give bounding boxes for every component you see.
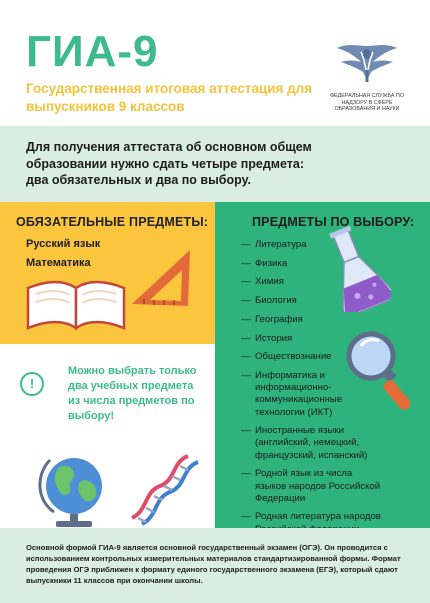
book-icon bbox=[24, 276, 128, 332]
intro-text: Для получения аттестата об основном общем образовании нужно сдать четыре предмета: два обязательных и два по выбору. bbox=[26, 140, 312, 187]
dna-icon bbox=[126, 452, 204, 526]
list-item: — Обществознание bbox=[241, 351, 332, 363]
list-item-label: Иностранные языки (английский, немецкий, французский, испанский) bbox=[255, 425, 368, 461]
list-item: — Информатика и информационно-коммуникационные технологии (ИКТ) bbox=[241, 369, 343, 418]
exclamation-icon: ! bbox=[20, 372, 44, 396]
list-item: — Родная литература народов bbox=[241, 511, 415, 535]
list-item-label: Литература bbox=[255, 239, 307, 250]
electives-heading: ПРЕДМЕТЫ ПО ВЫБОРУ: bbox=[252, 215, 415, 229]
note-text: Можно выбрать только два учебных предмета из числа предметов по выбору! bbox=[68, 365, 197, 422]
list-item: — История bbox=[241, 332, 293, 344]
mandatory-item-math: Математика bbox=[26, 257, 91, 269]
list-item: — География bbox=[241, 313, 303, 325]
page-title: ГИА-9 bbox=[26, 27, 159, 76]
intro-section bbox=[0, 126, 430, 202]
globe-icon bbox=[30, 452, 122, 528]
list-item: — Биология bbox=[241, 295, 297, 307]
elective-subjects-panel bbox=[215, 202, 430, 528]
page-subtitle: Государственная итоговая аттестация для выпускников 9 классов bbox=[26, 81, 313, 114]
mandatory-subjects-panel bbox=[0, 202, 215, 344]
mandatory-heading: ОБЯЗАТЕЛЬНЫЕ ПРЕДМЕТЫ: bbox=[16, 215, 209, 229]
footer-section bbox=[0, 528, 430, 603]
header bbox=[0, 0, 430, 126]
magnifier-icon bbox=[341, 328, 413, 420]
list-item-label: Информатика и информационно-коммуникационные технологии (ИКТ) bbox=[255, 369, 343, 418]
list-item-label: География bbox=[255, 313, 303, 325]
list-item-label: История bbox=[255, 332, 293, 344]
list-item: — Физика bbox=[241, 257, 288, 269]
list-item-label: Родная литература народов bbox=[255, 511, 381, 523]
set-square-icon bbox=[124, 242, 196, 310]
list-item: — Литература bbox=[241, 239, 307, 250]
list-item-label: Физика bbox=[255, 257, 288, 269]
mandatory-item-russian: Русский язык bbox=[26, 238, 101, 250]
list-item: — Родной язык из числа языков народов Российской Федерации bbox=[241, 468, 381, 504]
list-item-label: Химия bbox=[255, 276, 284, 288]
list-item-label: Обществознание bbox=[255, 351, 332, 363]
list-item: — Иностранные языки (английский, немецкий, французский, испанский) bbox=[241, 425, 368, 461]
list-item: — Химия bbox=[241, 276, 284, 288]
list-item-label: Биология bbox=[255, 295, 297, 307]
flask-icon bbox=[323, 224, 391, 312]
footer-text: Основной формой ГИА-9 является основной государственный экзамен (ОГЭ). Он проводится с использованием контрольных измерительных материалов стандартизированной формы. Формат проведения ОГЭ приближен к формату единого государственного экзамена (ЕГЭ), который сдают выпускники 11 классов при окончании школы. bbox=[26, 543, 401, 585]
agency-logo bbox=[322, 40, 412, 113]
emblem-icon bbox=[335, 40, 399, 86]
note-section bbox=[0, 344, 215, 528]
list-item-label: Родной язык из числа языков народов Российской Федерации bbox=[255, 468, 381, 504]
agency-name: ФЕДЕРАЛЬНАЯ СЛУЖБА ПО НАДЗОРУ В СФЕРЕ ОБРАЗОВАНИЯ И НАУКИ bbox=[329, 93, 405, 112]
